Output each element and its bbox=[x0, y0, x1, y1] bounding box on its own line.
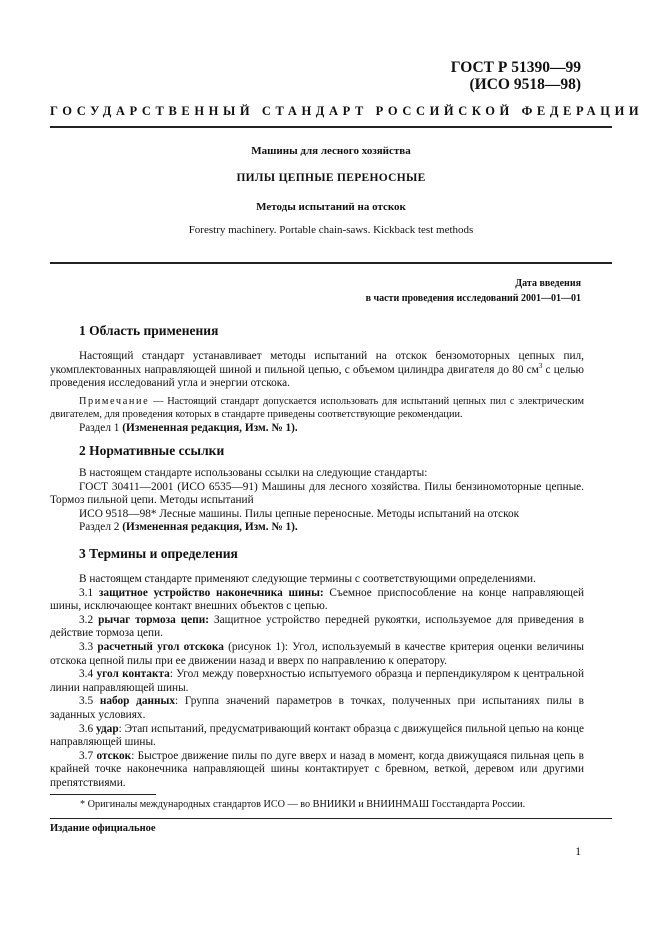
term-definition: : Этап испытаний, предусматривающий контакт образца с движущейся пильной цепью на конце направляющей шины. bbox=[50, 722, 584, 749]
term-name: набор данных bbox=[99, 695, 176, 708]
term-3-2 bbox=[50, 614, 584, 641]
title-sub: Методы испытаний на отскок bbox=[256, 201, 406, 213]
term-definition: (рисунок 1): Угол, используемый в качестве критерия оценки величины отскока цепной пилы при ее движении назад и вверх по направлению к оператору. bbox=[50, 640, 584, 667]
term-definition: : Быстрое движение пилы по дуге вверх и назад в момент, когда движущаяся пильная цепь в крайней точке наконечника направляющей шины контактирует с бревном, веткой, деревом или другими препятствиями. bbox=[50, 749, 584, 789]
footnote: * Оригиналы международных стандартов ИСО — во ВНИИКИ и ВНИИНМАШ Госстандарта России. bbox=[80, 799, 526, 810]
official-edition: Издание официальное bbox=[50, 823, 156, 834]
term-name: удар bbox=[96, 722, 119, 735]
state-standard-heading: ГОСУДАРСТВЕННЫЙ СТАНДАРТ РОССИЙСКОЙ ФЕДЕРАЦИИ bbox=[50, 104, 644, 118]
section-2-body bbox=[50, 467, 584, 535]
term-3-5 bbox=[50, 695, 584, 722]
cubic-superscript: 3 bbox=[538, 361, 543, 370]
gost-number: ГОСТ Р 51390—99 bbox=[450, 59, 581, 76]
term-3-6 bbox=[50, 723, 584, 750]
edit-note: (Измененная редакция, Изм. № 1). bbox=[122, 421, 298, 434]
term-number: 3.1 bbox=[79, 586, 99, 599]
title-main: ПИЛЫ ЦЕПНЫЕ ПЕРЕНОСНЫЕ bbox=[236, 172, 426, 184]
term-3-7 bbox=[50, 750, 584, 791]
section-1-edit bbox=[50, 422, 584, 436]
intro-date-label: Дата введения bbox=[515, 278, 581, 289]
note-text: — Настоящий стандарт допускается использовать для испытаний цепных пил с электрическим двигателем, для проведения которых в стандарте приведены соответствующие рекомендации. bbox=[50, 395, 584, 421]
term-3-1 bbox=[50, 587, 584, 614]
intro-date-line: в части проведения исследований 2001—01—01 bbox=[365, 293, 581, 304]
term-number: 3.4 bbox=[79, 668, 97, 681]
term-number: 3.7 bbox=[79, 749, 97, 762]
section-2-edit bbox=[50, 521, 584, 535]
title-bottom-rule bbox=[50, 262, 612, 264]
bottom-rule bbox=[50, 818, 612, 819]
term-definition: : Группа значений параметров в точках, полученных при испытаниях пилы в заданных условиях. bbox=[50, 695, 584, 721]
term-name: отскок bbox=[96, 749, 132, 762]
section-1-heading: 1 Область применения bbox=[79, 323, 219, 338]
top-rule bbox=[50, 126, 612, 128]
section-1-text-tail: с целью проведения исследований угла и энергии отскока. bbox=[50, 363, 584, 390]
section-2-ref1: ГОСТ 30411—2001 (ИСО 6535—91) Машины для лесного хозяйства. Пилы бензиномоторные цепные. Тормоз пильной цепи. Методы испытаний bbox=[50, 480, 584, 507]
term-definition: Съемное приспособление на конце направляющей шины, исключающее контакт внешних объектов с цепью. bbox=[50, 586, 584, 613]
edit-note: (Измененная редакция, Изм. № 1). bbox=[122, 521, 298, 534]
term-name: угол контакта bbox=[96, 668, 170, 681]
standard-number-block bbox=[451, 59, 581, 93]
section-1-paragraph bbox=[50, 350, 584, 391]
section-1-text: Настоящий стандарт устанавливает методы испытаний на отскок бензомоторных цепных пил, укомплектованных направляющей шиной и пильной цепью, с объемом цилиндра двигателя до 80 см bbox=[50, 350, 584, 376]
footnote-rule bbox=[50, 794, 156, 795]
introduction-date bbox=[366, 276, 581, 306]
note-label: Примечание bbox=[79, 395, 150, 407]
term-number: 3.2 bbox=[79, 613, 99, 626]
title-category: Машины для лесного хозяйства bbox=[251, 145, 411, 157]
iso-number: (ИСО 9518—98) bbox=[469, 76, 581, 93]
edit-prefix: Раздел 1 bbox=[79, 421, 123, 434]
term-definition: : Угол между поверхностью испытуемого образца и перпендикуляром к центральной линии направляющей шины. bbox=[50, 668, 584, 694]
edit-prefix: Раздел 2 bbox=[79, 521, 123, 534]
section-1-note bbox=[50, 395, 584, 422]
section-3-lead: В настоящем стандарте применяют следующие термины с соответствующими определениями. bbox=[79, 573, 536, 585]
term-name: расчетный угол отскока bbox=[97, 640, 224, 653]
term-3-3 bbox=[50, 641, 584, 668]
section-2-ref2: ИСО 9518—98* Лесные машины. Пилы цепные переносные. Методы испытаний на отскок bbox=[79, 507, 520, 520]
term-name: рычаг тормоза цепи: bbox=[98, 613, 210, 626]
term-number: 3.6 bbox=[79, 722, 97, 735]
page-number: 1 bbox=[575, 846, 581, 858]
section-2-lead: В настоящем стандарте использованы ссылки на следующие стандарты: bbox=[79, 467, 428, 479]
term-3-4 bbox=[50, 668, 584, 695]
term-name: защитное устройство наконечника шины: bbox=[98, 586, 324, 599]
title-english: Forestry machinery. Portable chain-saws. Kickback test methods bbox=[188, 224, 474, 236]
section-3-body bbox=[50, 573, 584, 791]
section-2-heading: 2 Нормативные ссылки bbox=[79, 443, 225, 458]
section-1-body bbox=[50, 350, 584, 436]
section-3-heading: 3 Термины и определения bbox=[79, 546, 238, 561]
term-number: 3.5 bbox=[79, 695, 100, 708]
term-number: 3.3 bbox=[79, 640, 98, 653]
term-definition: Защитное устройство передней рукоятки, используемое для приведения в действие тормоза цепи. bbox=[50, 613, 584, 640]
